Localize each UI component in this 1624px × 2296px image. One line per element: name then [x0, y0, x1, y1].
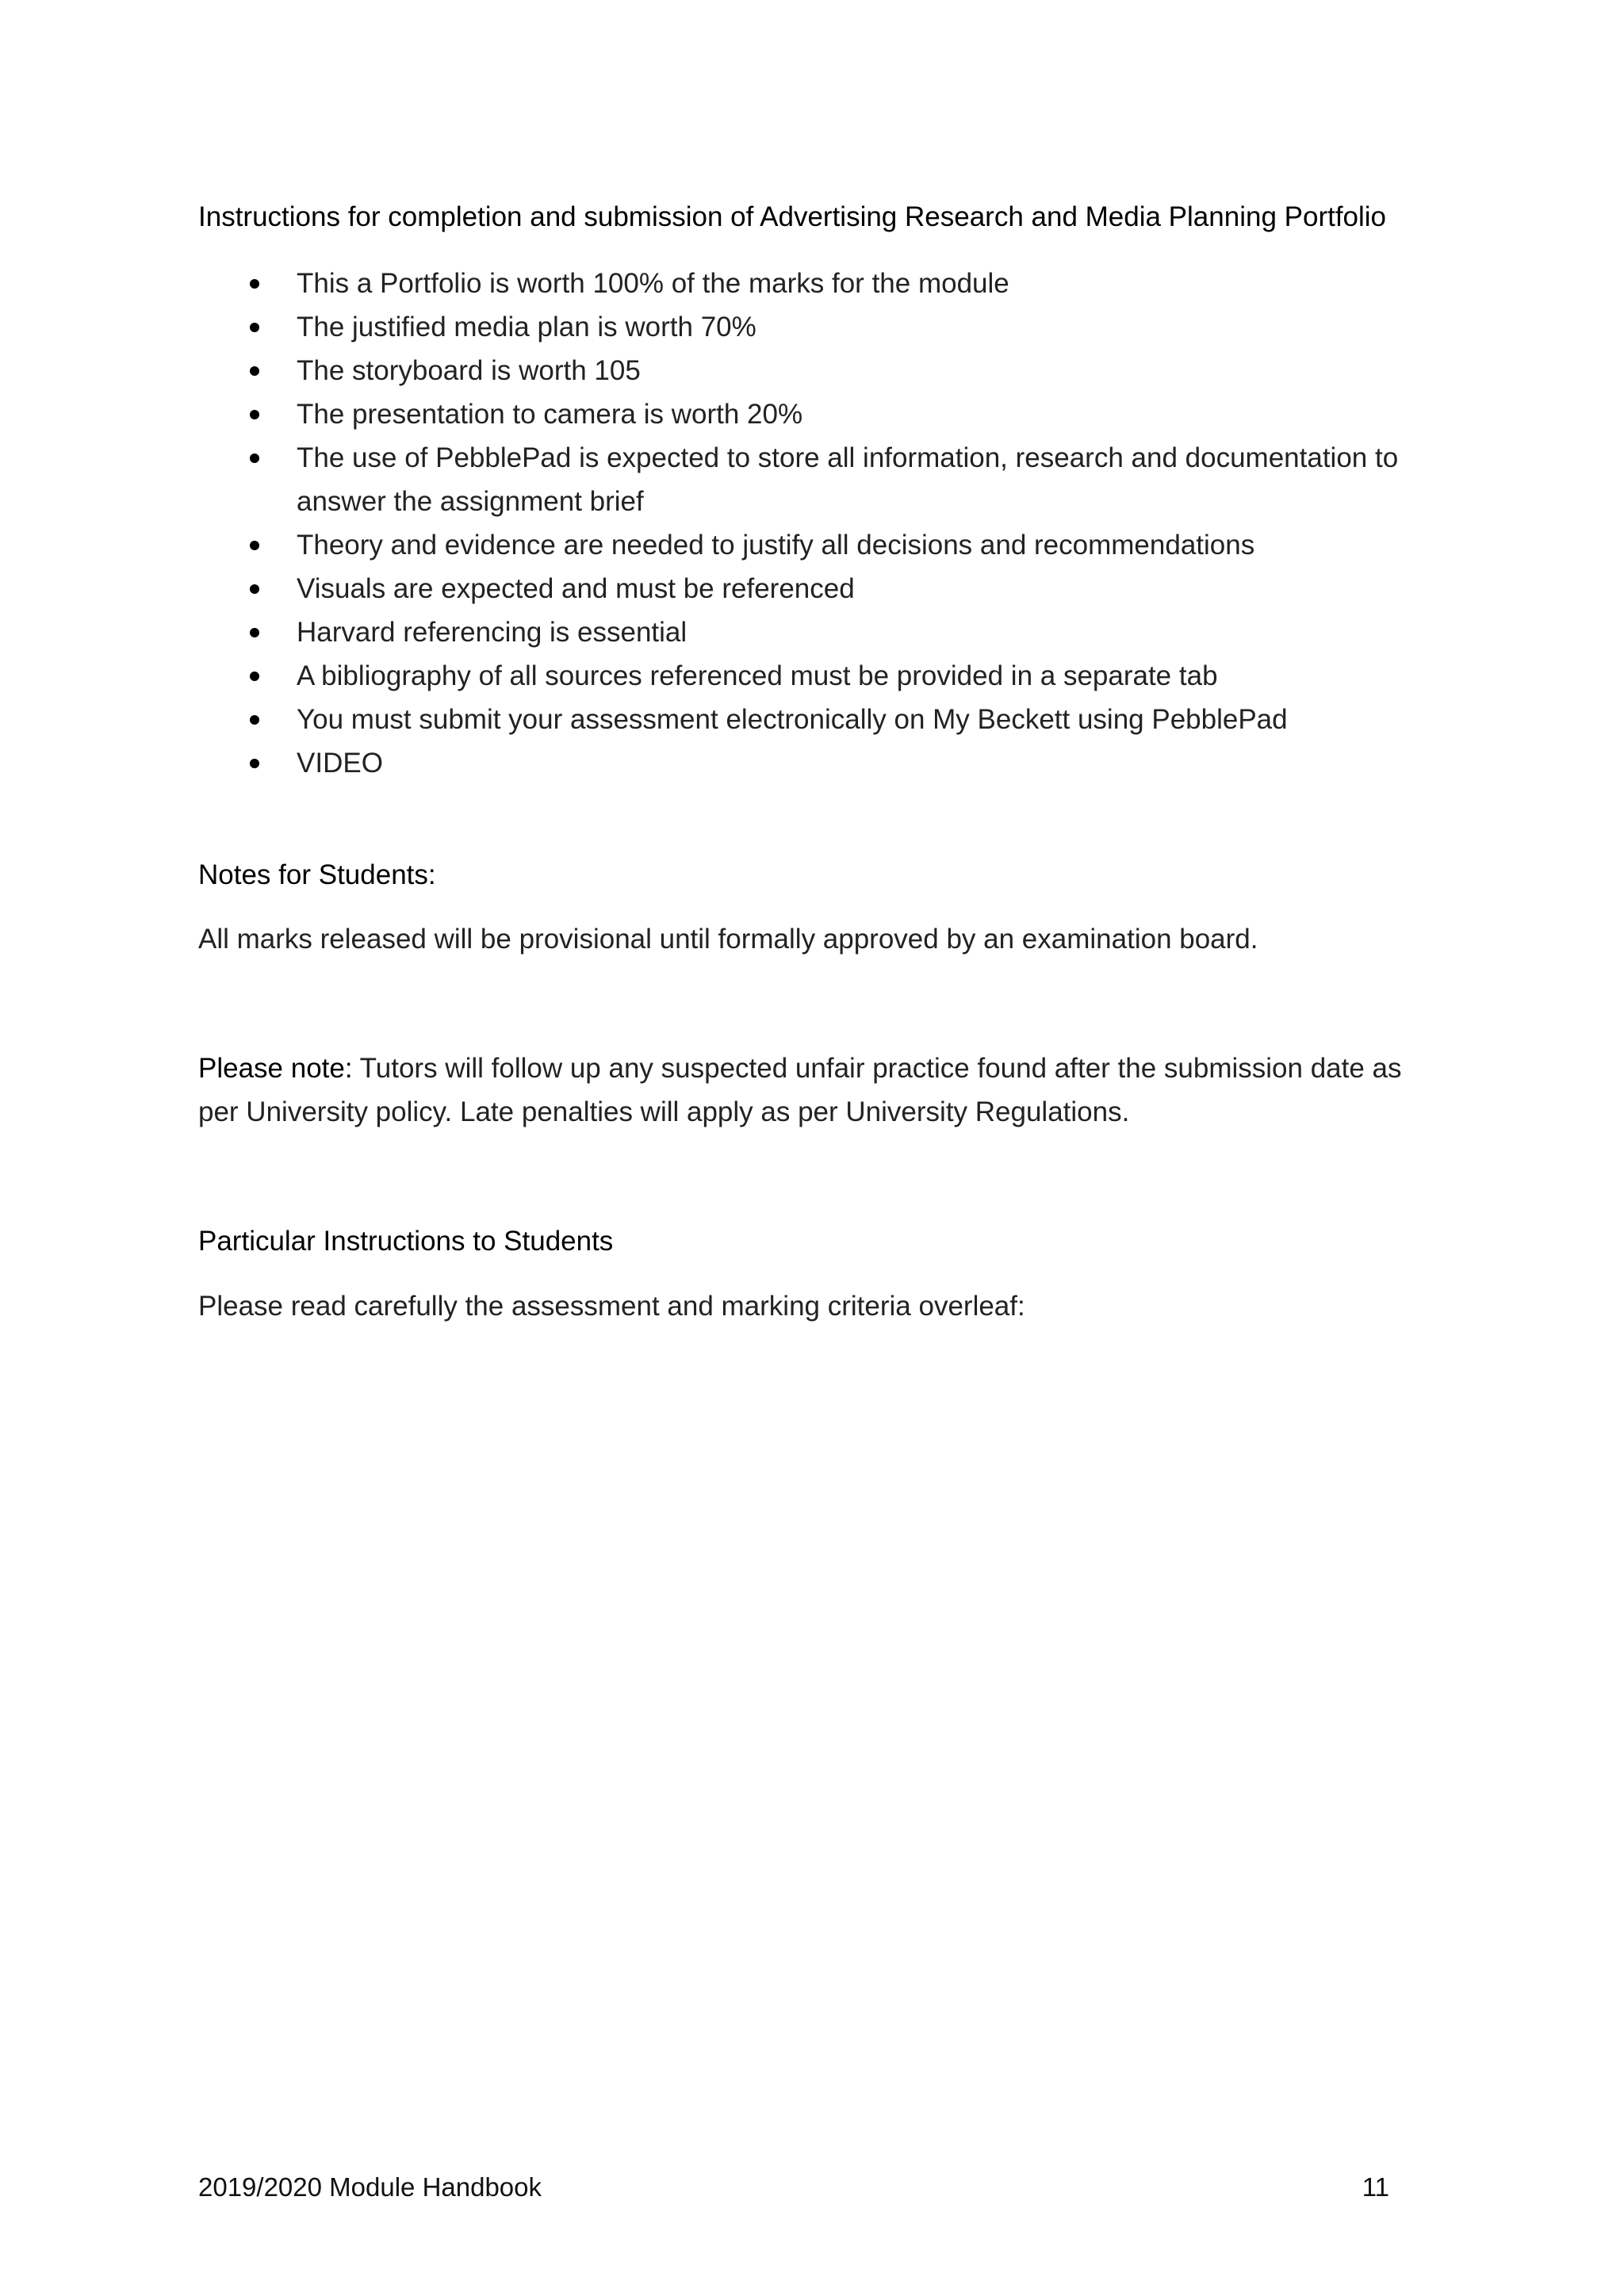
- list-item: [198, 392, 1419, 436]
- page-number: 11: [1362, 2172, 1389, 2202]
- list-item-text: The use of PebblePad is expected to store all information, research and documentation to answer the assignment brief: [297, 442, 1399, 517]
- bullet-icon: [250, 279, 259, 289]
- please-note-paragraph: [198, 1047, 1404, 1134]
- please-note-label: Please note:: [198, 1053, 353, 1084]
- instructions-list: [198, 262, 1419, 785]
- bullet-icon: [250, 323, 259, 332]
- instructions-heading: Instructions for completion and submission of Advertising Research and Media Planning Portfolio: [198, 201, 1387, 232]
- list-item: [198, 698, 1419, 741]
- bullet-icon: [250, 584, 259, 594]
- bullet-icon: [250, 672, 259, 681]
- list-item: [198, 654, 1419, 698]
- list-item: [198, 349, 1419, 392]
- list-item-text: Visuals are expected and must be referenced: [297, 573, 855, 604]
- list-item-text: Harvard referencing is essential: [297, 617, 688, 648]
- list-item-text: The justified media plan is worth 70%: [297, 312, 756, 342]
- particular-heading: Particular Instructions to Students: [198, 1226, 614, 1257]
- list-item: [198, 610, 1419, 654]
- list-item: [198, 567, 1419, 610]
- bullet-icon: [250, 541, 259, 550]
- bullet-icon: [250, 715, 259, 725]
- list-item-text: A bibliography of all sources referenced must be provided in a separate tab: [297, 660, 1218, 691]
- bullet-icon: [250, 366, 259, 376]
- notes-text: All marks released will be provisional until formally approved by an examination board.: [198, 924, 1258, 955]
- please-note-text: Tutors will follow up any suspected unfair practice found after the submission date as per University policy. Late penalties will apply as per University Regulations.: [198, 1053, 1402, 1127]
- list-item-text: The presentation to camera is worth 20%: [297, 399, 803, 430]
- bullet-icon: [250, 628, 259, 637]
- list-item: [198, 305, 1419, 349]
- list-item: [198, 262, 1419, 305]
- list-item-text: This a Portfolio is worth 100% of the marks for the module: [297, 268, 1009, 299]
- list-item: [198, 436, 1419, 523]
- footer-handbook-title: 2019/2020 Module Handbook: [198, 2172, 542, 2202]
- list-item-text: The storyboard is worth 105: [297, 355, 641, 386]
- notes-heading: Notes for Students:: [198, 859, 436, 890]
- bullet-icon: [250, 759, 259, 768]
- list-item-text: VIDEO: [297, 748, 383, 779]
- particular-text: Please read carefully the assessment and marking criteria overleaf:: [198, 1291, 1025, 1322]
- list-item-text: Theory and evidence are needed to justify all decisions and recommendations: [297, 530, 1255, 561]
- list-item: [198, 741, 1419, 785]
- list-item: [198, 523, 1419, 567]
- bullet-icon: [250, 453, 259, 463]
- list-item-text: You must submit your assessment electronically on My Beckett using PebblePad: [297, 704, 1288, 735]
- bullet-icon: [250, 410, 259, 419]
